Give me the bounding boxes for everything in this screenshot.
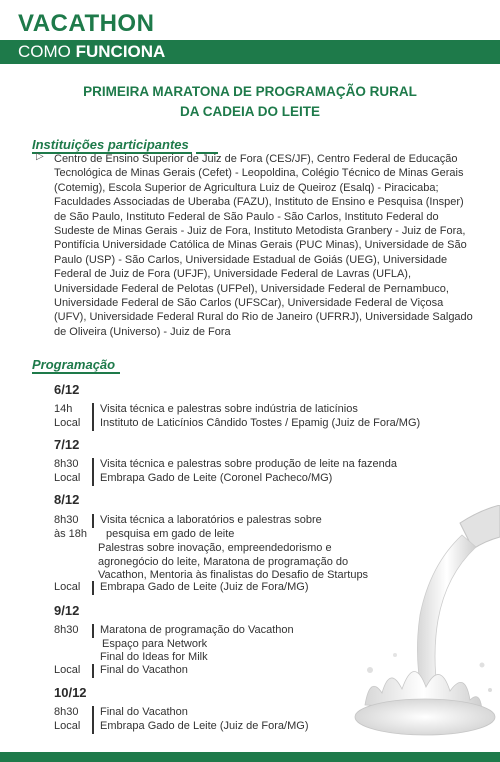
schedule-label: Local <box>54 664 81 676</box>
subtitle-line-1: PRIMEIRA MARATONA DE PROGRAMAÇÃO RURAL <box>83 84 417 99</box>
schedule-time-end: às 18h <box>54 528 88 540</box>
schedule-label: Local <box>54 417 81 429</box>
day-6-12-date: 6/12 <box>54 382 80 397</box>
schedule-activity: Final do Vacathon <box>92 706 188 720</box>
banner-text-bold: FUNCIONA <box>75 42 166 61</box>
schedule-activity-cont: Vacathon, Mentoria às finalistas do Desafio de Startups <box>98 569 369 581</box>
institutions-list: Centro de Ensino Superior de Juiz de Fora (CES/JF), Centro Federal de Educação Tecnológica de Minas Gerais (Cefet) - Leopoldina, Colégio Técnico de Minas Gerais (Cotemig), Escola Superior de Agricultura Luiz de Queiroz (Esalq) - Piracicaba; Faculdades Associadas de Uberaba (FAZU), Instituto de Ensino e Pesquisa (Insper) de São Paulo, Instituto Federal de São Paulo - São Carlos, Instituto Federal do Sudeste de Minas Gerais - Juiz de Fora, Instituto Metodista Granbery - Juiz de Fora, Pontifícia Universidade Católica de Minas Gerais (PUC Minas), Universidade de São Paulo (USP) - São Carlos, Universidade Estadual de Goiás (UEG), Universidade Federal de Juiz de Fora (UFJF), Universidade Federal de Lavras (UFLA), Universidade Federal de Pelotas (UFPel), Universidade Federal de Pernambuco, Universidade Federal de São Carlos (UFSCar), Universidade Federal de Viçosa (UFV), Universidade Federal Rural do Rio de Janeiro (UFRRJ), Universidade Salgado de Oliveira (Universo) - Juiz de Fora <box>54 153 473 338</box>
page-title: VACATHON <box>18 10 155 37</box>
day-7-12-date: 7/12 <box>54 437 80 452</box>
day-9-12-date: 9/12 <box>54 603 80 618</box>
programacao-heading: Programação <box>32 357 116 372</box>
schedule-time: 8h30 <box>54 458 79 470</box>
schedule-activity: Visita técnica a laboratórios e palestras sobre <box>92 514 322 528</box>
day-8-12-date: 8/12 <box>54 492 80 507</box>
schedule-location: Embrapa Gado de Leite (Juiz de Fora/MG) <box>92 720 308 734</box>
schedule-location: Instituto de Laticínios Cândido Tostes / Epamig (Juiz de Fora/MG) <box>92 417 420 431</box>
schedule-activity: Maratona de programação do Vacathon <box>92 624 294 638</box>
schedule-label: Local <box>54 472 81 484</box>
schedule-time: 14h <box>54 403 73 415</box>
programacao-underline <box>32 372 120 374</box>
institutions-heading: Instituições participantes <box>32 137 189 152</box>
schedule-time: 8h30 <box>54 624 79 636</box>
footer-bar <box>0 752 500 762</box>
schedule-activity: Visita técnica e palestras sobre produção de leite na fazenda <box>92 458 397 472</box>
subtitle-line-2: DA CADEIA DO LEITE <box>179 104 320 119</box>
schedule-location: Embrapa Gado de Leite (Coronel Pacheco/MG) <box>92 472 332 486</box>
day-10-12-date: 10/12 <box>54 685 87 700</box>
schedule-time: 8h30 <box>54 514 79 526</box>
schedule-label: Local <box>54 581 81 593</box>
schedule-label: Local <box>54 720 81 732</box>
milk-splash-icon <box>310 505 500 740</box>
schedule-activity-cont: Espaço para Network <box>102 638 208 650</box>
schedule-location: Embrapa Gado de Leite (Juiz de Fora/MG) <box>92 581 308 595</box>
section-banner <box>0 40 500 64</box>
schedule-activity-cont: Palestras sobre inovação, empreendedorismo e <box>98 542 332 554</box>
triangle-bullet-icon: ▷ <box>36 151 44 162</box>
schedule-activity-cont: agronegócio do leite, Maratona de programação do <box>98 556 349 568</box>
schedule-activity-cont: Final do Ideas for Milk <box>100 651 208 663</box>
banner-text-prefix: COMO <box>18 42 76 61</box>
schedule-location: Final do Vacathon <box>92 664 188 678</box>
schedule-activity: Visita técnica e palestras sobre indústria de laticínios <box>92 403 358 417</box>
event-subtitle <box>0 82 500 122</box>
schedule-activity-cont: pesquisa em gado de leite <box>106 528 235 540</box>
schedule-time: 8h30 <box>54 706 79 718</box>
